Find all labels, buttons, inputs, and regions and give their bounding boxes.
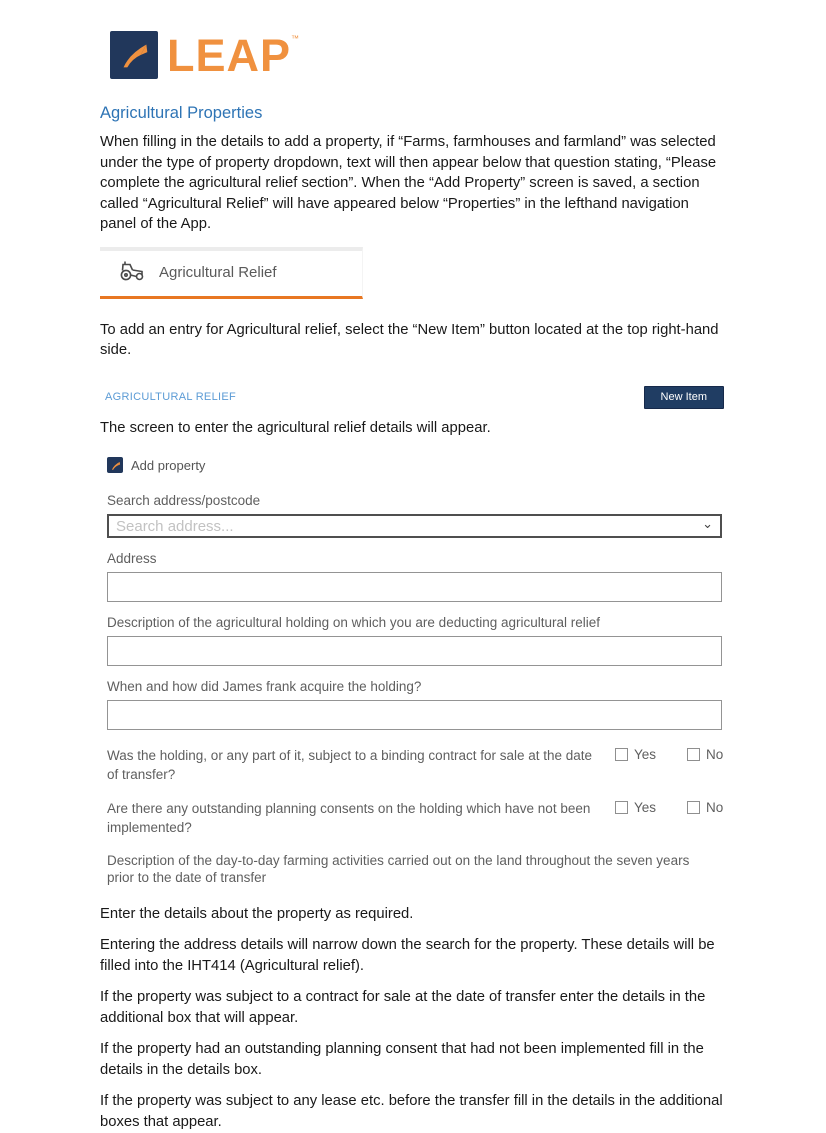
form-title: Add property — [131, 457, 206, 473]
daytoday-description-label: Description of the day-to-day farming activities carried out on the land throughout the seven years prior to the date of transfer — [107, 853, 690, 885]
binding-contract-question: Was the holding, or any part of it, subject to a binding contract for sale at the date of transfer? — [107, 748, 593, 782]
no-label: No — [706, 800, 724, 815]
holding-description-input[interactable] — [107, 636, 722, 666]
address-field-group — [107, 550, 722, 602]
leap-logo-text: LEAP™ — [167, 29, 301, 81]
binding-contract-options — [615, 746, 723, 784]
list-title: AGRICULTURAL RELIEF — [105, 391, 237, 403]
holding-description-label: Description of the agricultural holding on which you are deducting agricultural relief — [107, 615, 601, 630]
yes-label: Yes — [634, 800, 657, 815]
binding-yes-option[interactable] — [615, 747, 656, 762]
closing-paragraph: If the property was subject to any lease etc. before the transfer fill in the details in the additional boxes that appear. — [100, 1093, 723, 1130]
planning-yes-option[interactable] — [615, 800, 656, 815]
page-title: Agricultural Properties — [100, 104, 263, 122]
planning-consents-question-row — [107, 799, 722, 837]
closing-paragraphs — [100, 904, 724, 1133]
closing-paragraph: If the property was subject to a contract for sale at the date of transfer enter the details in the additional box that will appear. — [100, 989, 706, 1026]
planning-consents-options — [615, 799, 723, 837]
yes-label: Yes — [634, 747, 657, 762]
tractor-icon — [118, 259, 148, 287]
acquire-input[interactable] — [107, 700, 722, 730]
intro-paragraph: When filling in the details to add a property, if “Farms, farmhouses and farmland” was selected under the type of property dropdown, text will then appear below that question stating, “Please complete the agricultural relief section”. When the “Add Property” screen is saved, a section called “Agricultural Relief” will have appeared below “Properties” in the lefthand navigation panel of the App. — [100, 134, 717, 232]
no-label: No — [706, 747, 724, 762]
search-address-input[interactable] — [107, 514, 722, 538]
search-address-label: Search address/postcode — [107, 493, 261, 508]
acquire-label: When and how did James frank acquire the holding? — [107, 679, 422, 694]
closing-paragraph: Entering the address details will narrow down the search for the property. These details will be filled into the IHT414 (Agricultural relief). — [100, 937, 715, 974]
new-item-button[interactable]: New Item — [644, 386, 724, 409]
planning-no-option[interactable] — [687, 800, 723, 815]
planning-consents-question: Are there any outstanding planning consents on the holding which have not been implemented? — [107, 801, 591, 835]
form-header — [107, 457, 722, 473]
binding-contract-question-row — [107, 746, 722, 784]
address-label: Address — [107, 551, 157, 566]
add-property-form — [107, 457, 722, 886]
holding-description-group — [107, 614, 722, 666]
acquire-group — [107, 678, 722, 730]
closing-paragraph: If the property had an outstanding planning consent that had not been implemented fill in the details in the details box. — [100, 1041, 704, 1078]
search-address-select — [107, 514, 722, 538]
screen-appear-paragraph: The screen to enter the agricultural relief details will appear. — [100, 419, 491, 436]
planning-yes-checkbox[interactable] — [615, 801, 628, 814]
binding-yes-checkbox[interactable] — [615, 748, 628, 761]
agricultural-relief-list-header — [100, 386, 724, 409]
binding-no-checkbox[interactable] — [687, 748, 700, 761]
sidebar-item-label: Agricultural Relief — [159, 264, 277, 281]
planning-no-checkbox[interactable] — [687, 801, 700, 814]
closing-paragraph: Enter the details about the property as required. — [100, 906, 414, 922]
leap-arrow-icon — [110, 31, 158, 79]
leap-mini-icon — [107, 457, 123, 473]
leap-logo — [110, 30, 724, 80]
sidebar-item-agricultural-relief[interactable] — [100, 247, 363, 299]
add-entry-paragraph: To add an entry for Agricultural relief, select the “New Item” button located at the top right-hand side. — [100, 321, 719, 358]
address-input[interactable] — [107, 572, 722, 602]
trademark-mark: ™ — [291, 33, 301, 43]
binding-no-option[interactable] — [687, 747, 723, 762]
chevron-down-icon: ⌄ — [702, 516, 713, 531]
